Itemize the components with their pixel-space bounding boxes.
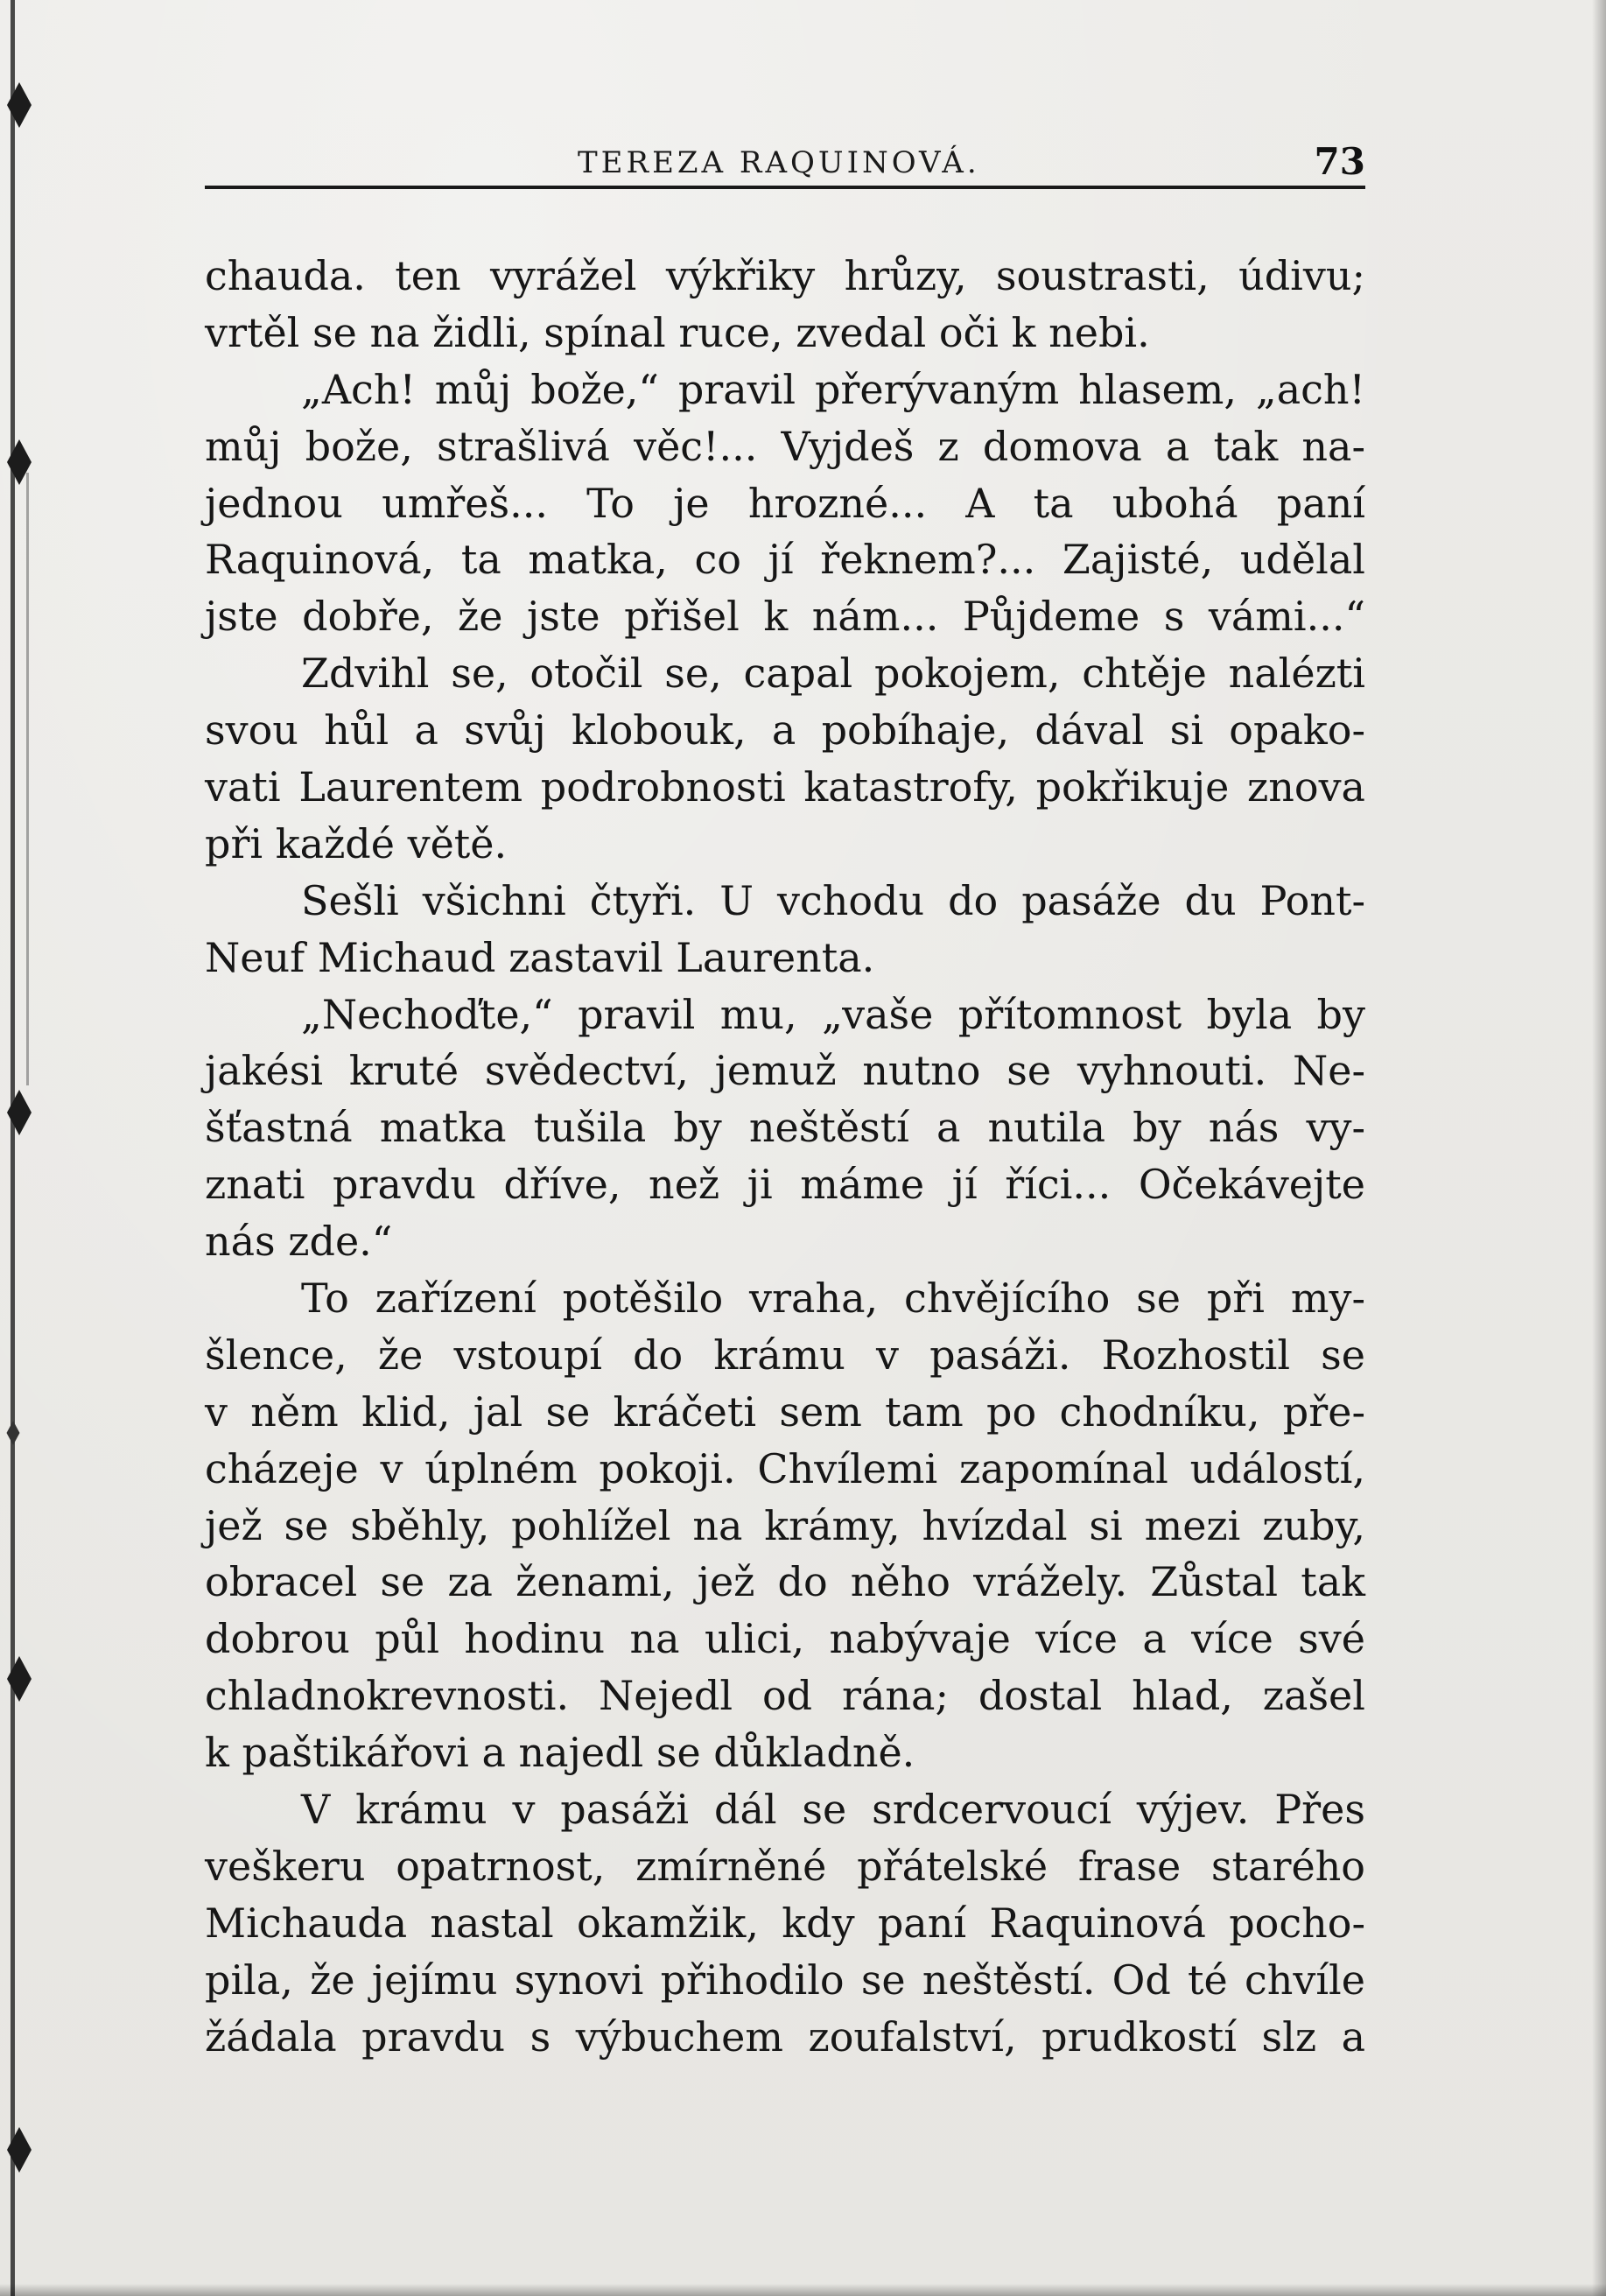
text-line: dobrou půl hodinu na ulici, nabývaje více a více své [205, 1615, 1365, 1663]
text-line: nás zde.“ [205, 1218, 393, 1266]
binding-shadow [26, 473, 29, 1085]
binding-edge [11, 0, 15, 2296]
text-line: žádala pravdu s výbuchem zoufalství, prudkostí slz a [205, 2012, 1365, 2061]
page-number: 73 [1314, 140, 1365, 183]
text-line: „Nechoďte,“ pravil mu, „vaše přítomnost byla by [301, 990, 1365, 1038]
text-line: k paštikářovi a najedl se důkladně. [205, 1729, 915, 1777]
text-line: můj bože, strašlivá věc!... Vyjdeš z domova a tak na- [205, 422, 1365, 470]
text-line: pila, že jejímu synovi přihodilo se neštěstí. Od té chvíle [205, 1955, 1365, 2004]
text-line: jakési kruté svědectví, jemuž nutno se vyhnouti. Ne- [205, 1047, 1365, 1095]
text-line: To zařízení potěšilo vraha, chvějícího se při my- [301, 1274, 1365, 1323]
text-line: Raquinová, ta matka, co jí řeknem?... Zajisté, udělal [205, 536, 1365, 584]
text-line: svou hůl a svůj klobouk, a pobíhaje, dával si opako- [205, 706, 1365, 755]
page-edge-right [1592, 0, 1606, 2296]
binding-stitch-icon [4, 2125, 35, 2174]
binding-stitch-icon [4, 1654, 35, 1703]
header-rule [205, 186, 1365, 189]
text-line: chladnokrevnosti. Nejedl od rána; dostal hlad, zašel [205, 1672, 1365, 1720]
text-line: chauda. ten vyrážel výkřiky hrůzy, soustrasti, údivu; [205, 252, 1365, 299]
text-line: cházeje v úplném pokoji. Chvílemi zapomínal událostí, [205, 1444, 1365, 1492]
text-line: jež se sběhly, pohlížel na krámy, hvízdal si mezi zuby, [205, 1501, 1365, 1549]
text-line: veškeru opatrnost, zmírněné přátelské frase starého [205, 1842, 1365, 1890]
binding-stitch-icon [4, 1420, 23, 1446]
text-line: jednou umřeš... To je hrozné... A ta ubohá paní [205, 479, 1365, 527]
binding-stitch-icon [4, 81, 35, 130]
page-header [205, 140, 1365, 191]
text-line: vrtěl se na židli, spínal ruce, zvedal oči k nebi. [205, 308, 1150, 356]
text-line: jste dobře, že jste přišel k nám... Půjdeme s vámi...“ [205, 593, 1365, 641]
text-line: Zdvihl se, otočil se, capal pokojem, chtěje nalézti [301, 649, 1365, 698]
text-line: „Ach! můj bože,“ pravil přerývaným hlasem, „ach! [301, 365, 1365, 413]
binding-stitch-icon [4, 1088, 35, 1137]
text-line: V krámu v pasáži dál se srdcervoucí výjev. Přes [301, 1786, 1365, 1834]
text-line: vati Laurentem podrobnosti katastrofy, pokřikuje znova [205, 763, 1365, 811]
running-title: TEREZA RAQUINOVÁ. [578, 145, 980, 180]
text-line: v něm klid, jal se kráčeti sem tam po chodníku, pře- [205, 1387, 1365, 1436]
text-line: šťastná matka tušila by neštěstí a nutila by nás vy- [205, 1104, 1365, 1152]
text-line: Sešli všichni čtyři. U vchodu do pasáže du Pont- [301, 876, 1365, 924]
text-line: znati pravdu dříve, než ji máme jí říci... Očekávejte [205, 1161, 1365, 1209]
page-edge-bottom [0, 2284, 1606, 2296]
text-line: při každé větě. [205, 819, 508, 867]
body-text [205, 248, 1365, 2066]
binding-stitch-icon [4, 438, 35, 487]
text-line: Neuf Michaud zastavil Laurenta. [205, 933, 875, 981]
text-line: šlence, že vstoupí do krámu v pasáži. Rozhostil se [205, 1331, 1365, 1379]
text-line: obracel se za ženami, jež do něho vrážely. Zůstal tak [205, 1558, 1365, 1606]
text-line: Michauda nastal okamžik, kdy paní Raquinová pocho- [205, 1899, 1365, 1947]
